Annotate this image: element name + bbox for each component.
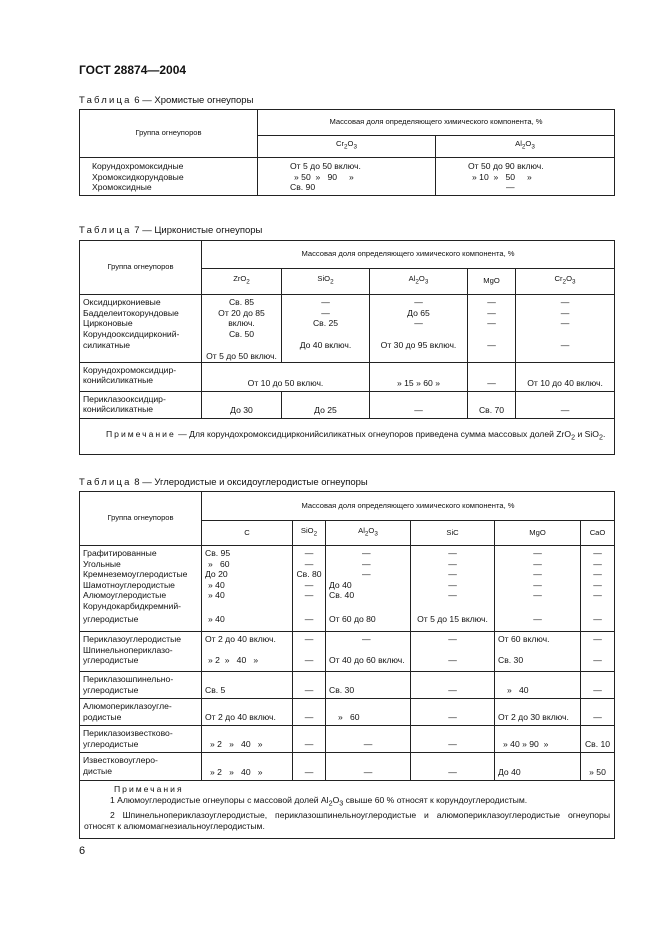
table7-col-zro2: ZrO$_2$ <box>202 269 282 295</box>
table-row <box>80 699 615 726</box>
table8-value: » 40 <box>495 672 581 699</box>
table8-value: — <box>593 548 602 558</box>
table-row <box>80 672 615 699</box>
table7-row-group: Периклазооксидцир- <box>83 393 166 404</box>
table8-col-al2o3: $Al_2O_3$ <box>326 521 411 546</box>
table8-row-group: Алюмоуглеродистые <box>83 590 167 601</box>
table8-value: » 2 » 40 » <box>202 726 293 753</box>
table7-row-group: Оксидциркониевые <box>83 297 161 307</box>
table8-col-sic: SiC <box>411 521 495 546</box>
table8-value: Св. 30 <box>498 655 524 666</box>
table8-value: — <box>448 590 457 601</box>
table8-value: От 5 до 15 включ. <box>417 613 488 624</box>
table6-row-group: Корундохромоксидные <box>92 161 184 171</box>
table6-value: » 10 » 50 » <box>472 171 532 182</box>
table8-value: — <box>304 579 314 590</box>
table8-value: — <box>362 634 371 644</box>
table7-row-group: Корундохромоксидцир- <box>83 364 177 375</box>
table7-row-group: конийсиликатные <box>83 404 154 415</box>
table7-note-prefix: Примечание <box>106 428 176 439</box>
table-row <box>80 362 615 391</box>
table8-row-group: родистые <box>83 711 122 722</box>
table8-value: — <box>593 590 602 601</box>
table7-note: Примечание — Для корундохромоксидцирконийсиликатных огнеупоров приведена сумма массовых долей ZrO$_2$ и SiO$_2$. <box>80 418 615 454</box>
table6-caption-title: 6 — Хромистые огнеупоры <box>134 95 254 106</box>
table8-value: — <box>533 590 542 601</box>
table8-value: Св. 80 <box>296 569 322 580</box>
table8-value: Св. 40 <box>329 590 355 601</box>
table8-value: — <box>533 548 542 558</box>
table8-value: — <box>293 726 326 753</box>
table6-groups-cell <box>80 158 258 196</box>
table8-value: » 2 » 40 » <box>202 753 293 781</box>
table8-value: — <box>581 699 615 726</box>
table7-col-cr2o3: $Cr_2O_3$ <box>516 269 615 295</box>
table8-row-group: Шамотноуглеродистые <box>83 579 175 590</box>
page-number: 6 <box>79 845 86 857</box>
table8-row-group: Кремнеземоуглеродистые <box>83 569 188 580</box>
table8-notes-head: Примечания <box>114 784 184 794</box>
table7-row-group: Бадделеитокорундовые <box>83 307 179 318</box>
table7-caption-prefix: Таблица <box>79 225 132 236</box>
table8-row-group: углеродистые <box>83 613 139 624</box>
table7-value: Св. 25 <box>312 318 339 329</box>
table8-col-mgo: MgO <box>495 521 581 546</box>
table8-value: До 40 <box>495 753 581 781</box>
table7-note-and: и SiO <box>577 428 599 439</box>
table7-caption-title: 7 — Цирконистые огнеупоры <box>134 225 263 236</box>
table7-value: — <box>487 307 496 318</box>
table8-value: — <box>304 548 314 558</box>
table8-col-sio2: SiO$_2$ <box>293 521 326 546</box>
table6-value: От 50 до 90 включ. <box>468 161 544 171</box>
table8-value: — <box>411 753 495 781</box>
table8-row-group: Алюмопериклазоугле- <box>83 701 172 711</box>
table8-col-c: C <box>202 521 293 546</box>
table8-row-group: Известковоуглеро- <box>83 755 158 765</box>
table8-value: — <box>533 579 542 590</box>
table8-value: — <box>304 634 314 644</box>
table8-value: — <box>411 672 495 699</box>
table8-mass-header: Массовая доля определяющего химического компонента, % <box>202 492 615 521</box>
table8-row-group: Шпинельнопериклазо- <box>83 644 173 655</box>
table8-value: От 2 до 40 включ. <box>205 634 276 644</box>
table8-value: От 40 до 60 включ. <box>329 655 405 666</box>
table7-row-group: силикатные <box>83 340 131 351</box>
table6-mass-header: Массовая доля определяющего химического компонента, % <box>258 110 615 136</box>
table8-row-group: Периклазошпинельно- <box>83 674 174 684</box>
table7-group-header: Группа огнеупоров <box>80 241 202 295</box>
table7-value: Св. 70 <box>468 391 516 418</box>
table7-value: До 25 <box>282 391 370 418</box>
table7-value: » 15 » 60 » <box>370 362 468 391</box>
table8-note-2: 2 Шпинельнопериклазоуглеродистые, периклазошпинельноуглеродистые и алюмопериклазоуглеродистые огнеупоры относят к алюмомагнезиальноуглеродистым. <box>84 809 611 831</box>
table6-row-group: Хромоксидкорундовые <box>92 171 184 182</box>
table7-value: — <box>560 307 570 318</box>
table6-row-group: Хромоксидные <box>92 182 152 193</box>
table8-caption <box>79 477 368 488</box>
table8-value: — <box>411 699 495 726</box>
table8-row-group: Угольные <box>83 558 121 569</box>
table8-value: — <box>448 655 457 666</box>
table-row <box>80 632 615 672</box>
table7-note-text: — Для корундохромоксидцирконийсиликатных огнеупоров приведена сумма массовых долей ZrO <box>178 428 572 439</box>
table7-value: — <box>560 297 570 307</box>
table7-col-sio2: SiO$_2$ <box>282 269 370 295</box>
table7-value: — <box>321 297 330 307</box>
document-header: ГОСТ 28874—2004 <box>79 63 187 77</box>
table6-al2o3-cell <box>436 158 615 196</box>
table8-row-group: Графитированные <box>83 548 157 558</box>
table7-value: — <box>487 318 496 329</box>
table8-note-1: 1 Алюмоуглеродистые огнеупоры с массовой долей $Al_2O_3$ свыше 60 % относят к корундоуглеродистым. <box>110 795 528 808</box>
table8-value: — <box>326 726 411 753</box>
table7-row-group: Корундооксидцирконий- <box>83 328 180 339</box>
table8-caption-title: 8 — Углеродистые и оксидоуглеродистые огнеупоры <box>134 477 368 488</box>
table8-value: — <box>293 672 326 699</box>
table-row <box>80 546 615 632</box>
table8-value: — <box>304 613 314 624</box>
table7-value: — <box>487 297 496 307</box>
table8-value: — <box>593 569 602 580</box>
table8-value: — <box>448 579 457 590</box>
table8-value: — <box>362 558 371 569</box>
table8 <box>79 491 615 839</box>
table8-value: — <box>581 672 615 699</box>
table7-value: — <box>487 340 496 351</box>
table8-value: — <box>448 569 457 580</box>
table7-value: От 30 до 95 включ. <box>380 340 457 351</box>
table7-value: До 30 <box>202 391 282 418</box>
table8-row-group: углеродистые <box>83 655 139 666</box>
table6-col-al2o3: $Al_2O_3$ <box>436 136 615 158</box>
table8-value: Св. 10 <box>581 726 615 753</box>
table-row <box>80 726 615 753</box>
table8-group-header: Группа огнеупоров <box>80 492 202 546</box>
table6-value: » 50 » 90 » <box>294 171 354 182</box>
table7-col-mgo: MgO <box>468 269 516 295</box>
table-row <box>80 391 615 418</box>
table8-value: От 2 до 30 включ. <box>495 699 581 726</box>
table8-value: — <box>326 753 411 781</box>
table8-value: — <box>448 558 457 569</box>
table8-value: » 40 <box>208 590 225 601</box>
table8-value: » 40 » 90 » <box>495 726 581 753</box>
table7-value: От 10 до 50 включ. <box>202 362 370 391</box>
table8-value: — <box>593 558 602 569</box>
table6-value: — <box>506 182 515 193</box>
table8-value: — <box>304 558 314 569</box>
table8-value: — <box>304 655 314 666</box>
table8-value: — <box>533 613 542 624</box>
table7-value: — <box>321 307 330 318</box>
table8-value: » 60 <box>208 558 230 569</box>
table6 <box>79 109 615 196</box>
table6-caption <box>79 95 253 106</box>
table8-notes <box>80 781 615 839</box>
table7-value: — <box>414 297 423 307</box>
table7-value: — <box>414 318 423 329</box>
table8-value: Св. 95 <box>205 548 231 558</box>
table7-value: До 65 <box>407 307 430 318</box>
table8-value: — <box>304 590 314 601</box>
table6-cr2o3-cell <box>258 158 436 196</box>
table8-value: — <box>293 699 326 726</box>
table8-row-group: углеродистые <box>83 738 139 749</box>
table8-value: — <box>448 548 457 558</box>
table8-value: » 60 <box>326 699 411 726</box>
table8-row-group: углеродистые <box>83 684 139 695</box>
table8-row-group: Периклазоуглеродистые <box>83 634 182 644</box>
table8-row-group: Корундокарбидкремний- <box>83 600 181 611</box>
table7-value: — <box>560 340 570 351</box>
table8-value: — <box>448 634 457 644</box>
table7-value: От 20 до 85 включ. <box>218 307 265 329</box>
table8-value: — <box>533 558 542 569</box>
table8-value: До 20 <box>205 569 228 580</box>
table8-value: » 50 <box>581 753 615 781</box>
table6-value: От 5 до 50 включ. <box>290 161 361 171</box>
table7-row-group: Цирконовые <box>83 318 133 329</box>
table7-value: Св. 50 <box>228 328 255 339</box>
table8-value: — <box>593 579 602 590</box>
table-row <box>80 753 615 781</box>
table8-value: До 40 <box>329 579 352 590</box>
table8-caption-prefix: Таблица <box>79 477 132 488</box>
table7-value: От 5 до 50 включ. <box>206 350 277 361</box>
table7-row-group: конийсиликатные <box>83 375 154 386</box>
table8-value: От 60 включ. <box>498 634 550 644</box>
table8-value: » 2 » 40 » <box>208 655 259 666</box>
table8-value: От 60 до 80 <box>329 613 376 624</box>
table8-value: — <box>533 569 542 580</box>
table7-caption <box>79 225 262 236</box>
table8-row-group: Периклазоизвестково- <box>83 728 173 738</box>
table7-value: — <box>516 391 615 418</box>
table7-value: Св. 85 <box>228 297 255 307</box>
table-row <box>80 295 615 363</box>
table7-col-al2o3: $Al_2O_3$ <box>370 269 468 295</box>
table7 <box>79 240 615 455</box>
table8-value: Св. 30 <box>326 672 411 699</box>
table8-row-group: дистые <box>83 765 113 776</box>
table6-col-cr2o3: $Cr_2O_3$ <box>258 136 436 158</box>
table8-value: Св. 5 <box>202 672 293 699</box>
table6-caption-prefix: Таблица <box>79 95 132 106</box>
table6-group-header: Группа огнеупоров <box>80 110 258 158</box>
table7-value: От 10 до 40 включ. <box>516 362 615 391</box>
table8-value: — <box>593 613 602 624</box>
table6-value: Св. 90 <box>290 182 316 193</box>
table8-value: — <box>362 548 371 558</box>
table7-value: — <box>560 318 570 329</box>
table7-mass-header: Массовая доля определяющего химического компонента, % <box>202 241 615 269</box>
table8-value: » 40 <box>208 613 225 624</box>
table8-col-cao: CaO <box>581 521 615 546</box>
table7-value: До 40 включ. <box>299 340 352 351</box>
table8-value: — <box>411 726 495 753</box>
table7-value: — <box>370 391 468 418</box>
table8-value: — <box>593 634 602 644</box>
table8-value: — <box>593 655 602 666</box>
table8-value: — <box>293 753 326 781</box>
table8-value: От 2 до 40 включ. <box>202 699 293 726</box>
table8-value: » 40 <box>208 579 225 590</box>
table7-value: — <box>468 362 516 391</box>
table8-value: — <box>362 569 371 580</box>
